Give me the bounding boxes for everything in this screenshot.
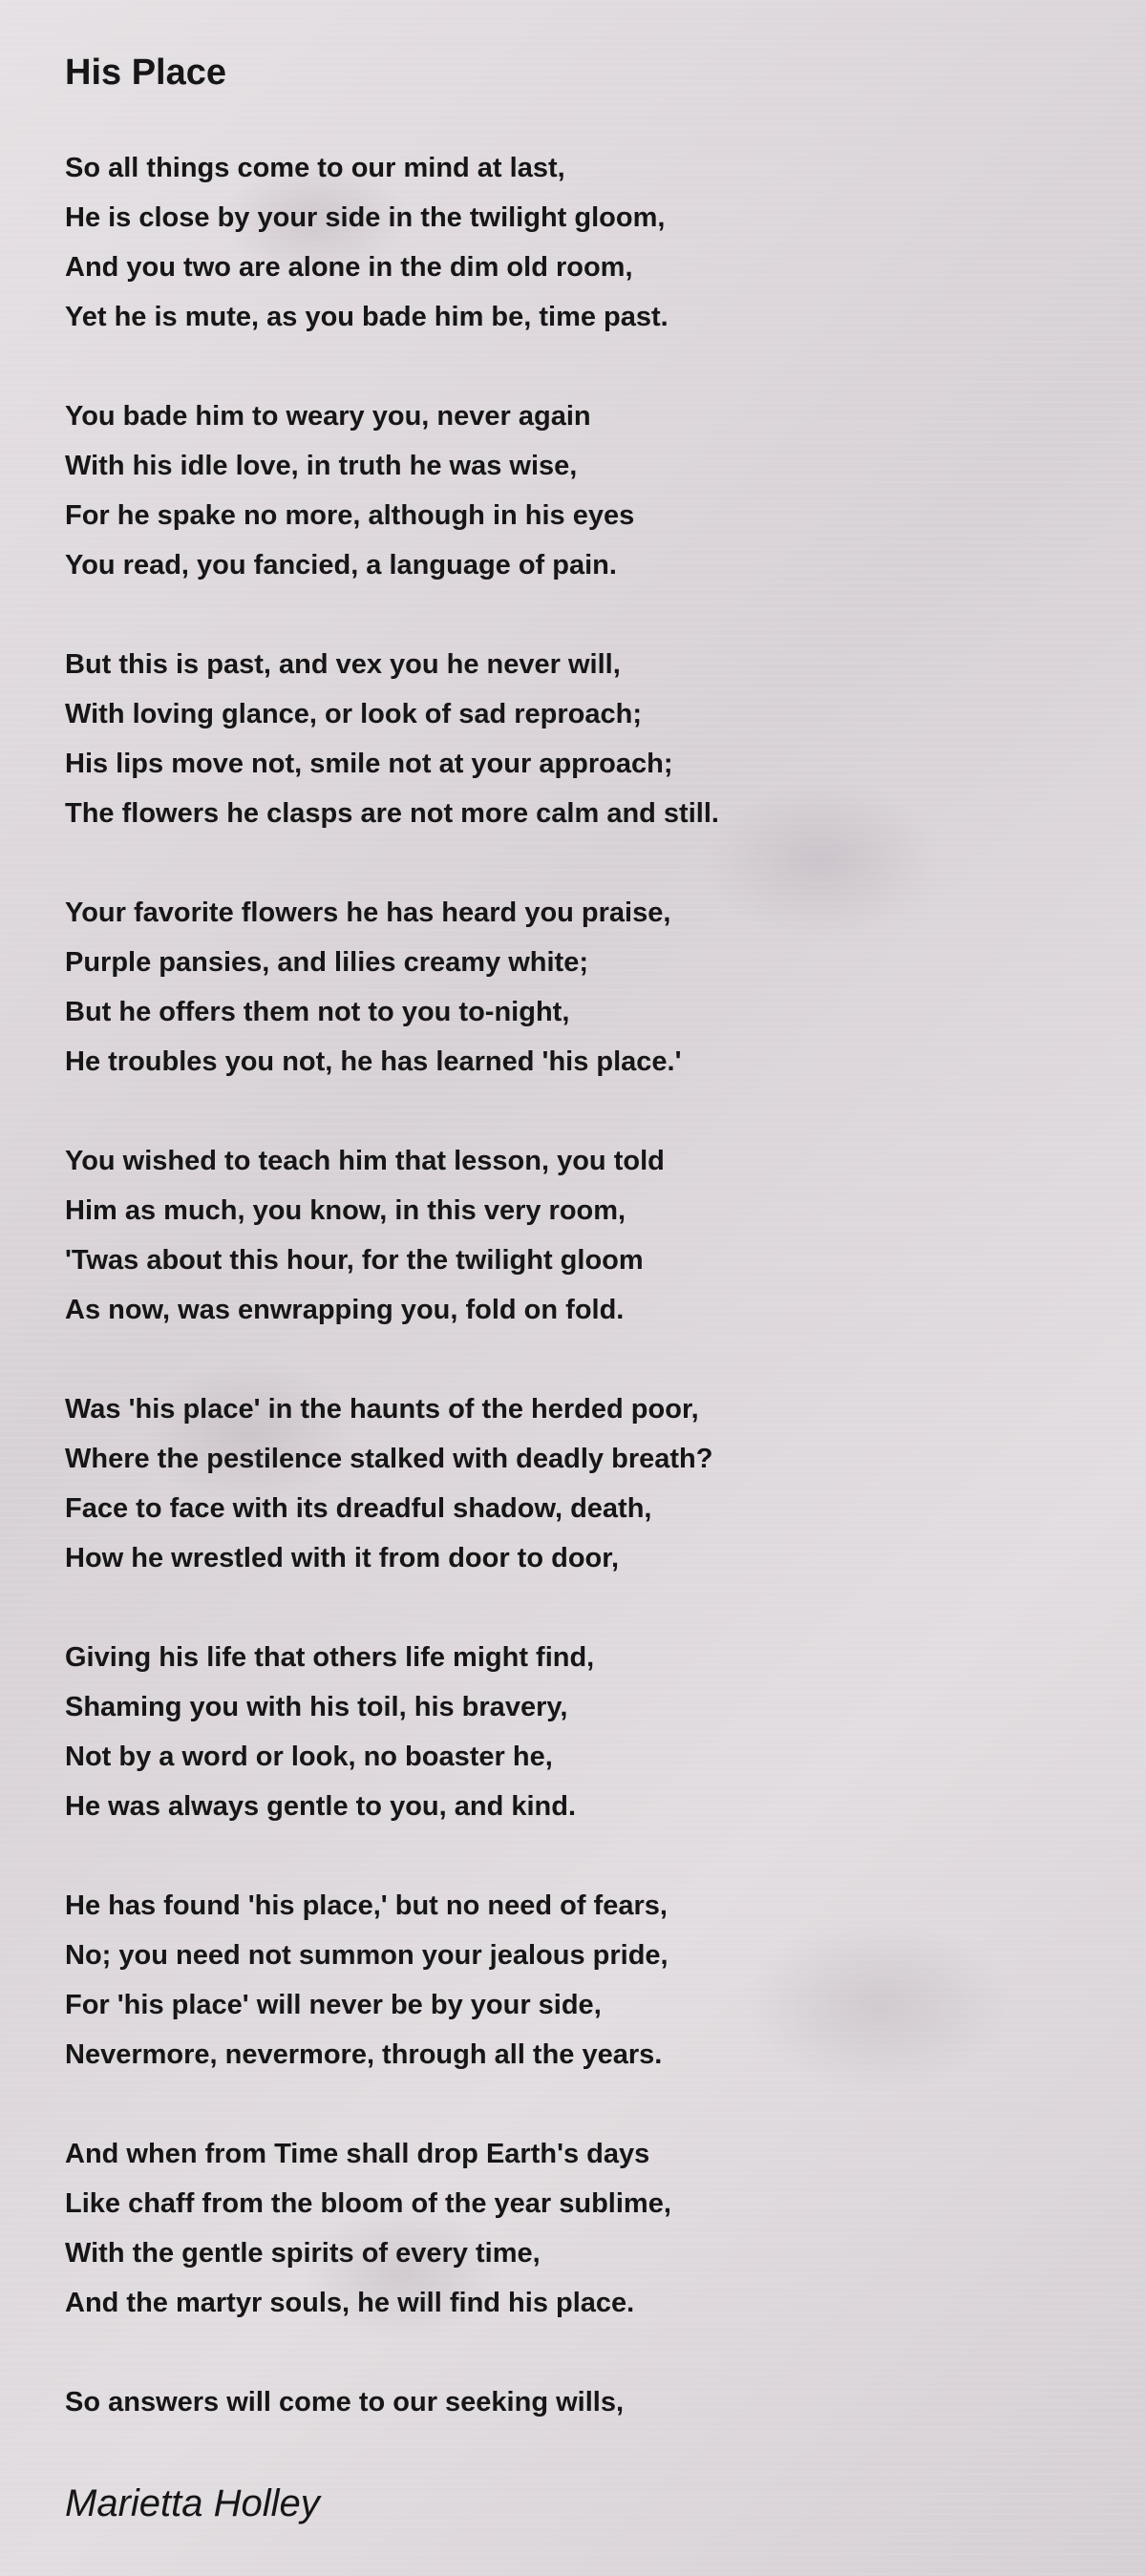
stanza (65, 1633, 1096, 1831)
stanza (65, 1881, 1096, 2080)
poem-line: But he offers them not to you to-night, (65, 997, 570, 1027)
poem-line: So all things come to our mind at last, (65, 153, 565, 183)
poem-line: How he wrestled with it from door to door, (65, 1543, 619, 1573)
poem-line: So answers will come to our seeking wills, (65, 2387, 625, 2418)
poem-line: Like chaff from the bloom of the year sublime, (65, 2188, 671, 2219)
poem-line: You wished to teach him that lesson, you told (65, 1146, 665, 1176)
stanza (65, 1136, 1096, 1335)
poem-line: With the gentle spirits of every time, (65, 2238, 541, 2269)
poem-line: With loving glance, or look of sad reproach; (65, 699, 642, 729)
poem-line: Not by a word or look, no boaster he, (65, 1742, 553, 1772)
poem-line: You read, you fancied, a language of pain. (65, 550, 617, 581)
poem-line: You bade him to weary you, never again (65, 401, 591, 432)
poem-line: For he spake no more, although in his eyes (65, 500, 635, 531)
poem-line: He has found 'his place,' but no need of fears, (65, 1890, 668, 1921)
poem-line: 'Twas about this hour, for the twilight gloom (65, 1245, 644, 1276)
poem-line: Your favorite flowers he has heard you praise, (65, 897, 671, 928)
poem-line: Giving his life that others life might find, (65, 1642, 595, 1673)
poem-line: He troubles you not, he has learned 'his place.' (65, 1046, 682, 1077)
poem-line: The flowers he clasps are not more calm and still. (65, 798, 719, 829)
stanza (65, 888, 1096, 1087)
poem-line: Shaming you with his toil, his bravery, (65, 1692, 568, 1722)
stanza (65, 640, 1096, 838)
stanza (65, 1384, 1096, 1583)
poem-line: Yet he is mute, as you bade him be, time past. (65, 302, 668, 332)
stanza (65, 2129, 1096, 2328)
poem-body (65, 143, 1096, 2477)
poem-line: Was 'his place' in the haunts of the herded poor, (65, 1394, 699, 1425)
poem-author: Marietta Holley (65, 2482, 320, 2524)
poem-line: His lips move not, smile not at your approach; (65, 749, 673, 779)
poem-line: And when from Time shall drop Earth's days (65, 2139, 650, 2169)
poem-line: Nevermore, nevermore, through all the years. (65, 2039, 663, 2070)
stanza (65, 143, 1096, 342)
poem-line: Where the pestilence stalked with deadly breath? (65, 1444, 713, 1474)
poem-line: As now, was enwrapping you, fold on fold. (65, 1295, 625, 1325)
poem-line: Face to face with its dreadful shadow, death, (65, 1493, 652, 1524)
poem-line: He is close by your side in the twilight gloom, (65, 202, 666, 233)
poem-line: With his idle love, in truth he was wise, (65, 451, 578, 481)
poem-line: And the martyr souls, he will find his place. (65, 2288, 635, 2318)
stanza (65, 2377, 1096, 2427)
poem-line: Purple pansies, and lilies creamy white; (65, 947, 588, 978)
poem-title: His Place (65, 53, 226, 93)
poem-line: No; you need not summon your jealous pride, (65, 1940, 668, 1971)
poem-line: And you two are alone in the dim old room, (65, 252, 633, 283)
poem-line: Him as much, you know, in this very room, (65, 1195, 626, 1226)
poem-line: But this is past, and vex you he never will, (65, 649, 621, 680)
stanza (65, 391, 1096, 590)
poem-line: For 'his place' will never be by your side, (65, 1990, 602, 2020)
poem-line: He was always gentle to you, and kind. (65, 1791, 577, 1822)
